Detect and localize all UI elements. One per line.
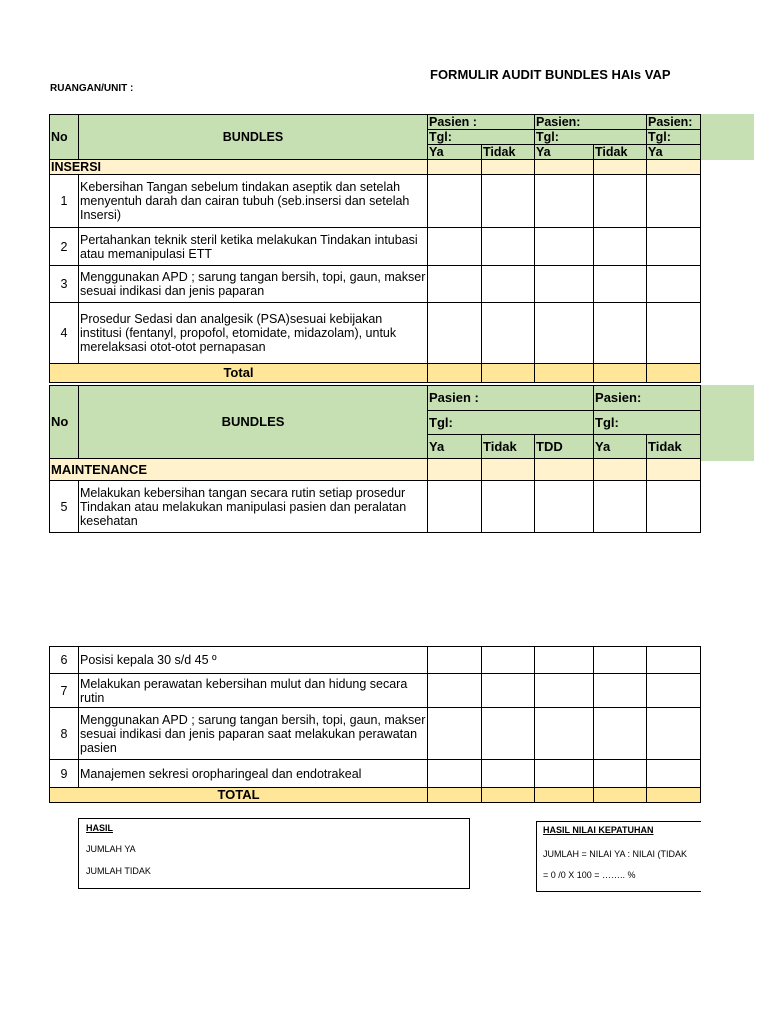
check-cell[interactable] bbox=[482, 647, 535, 674]
row-text: Posisi kepala 30 s/d 45 º bbox=[79, 647, 428, 674]
check-cell[interactable] bbox=[428, 708, 482, 760]
table-row bbox=[50, 481, 701, 533]
subcol-tidak-2: Tidak bbox=[594, 145, 647, 160]
check-cell[interactable] bbox=[482, 674, 535, 708]
check-cell[interactable] bbox=[647, 674, 701, 708]
table-row bbox=[50, 266, 701, 303]
row-no: 8 bbox=[50, 708, 79, 760]
check-cell[interactable] bbox=[594, 760, 647, 788]
check-cell[interactable] bbox=[594, 303, 647, 364]
check-cell[interactable] bbox=[535, 481, 594, 533]
hasil-jumlah-tidak: JUMLAH TIDAK bbox=[86, 866, 151, 876]
check-cell[interactable] bbox=[482, 708, 535, 760]
row-text: Pertahankan teknik steril ketika melakukan Tindakan intubasi atau memanipulasi ETT bbox=[79, 228, 428, 266]
row-no: 2 bbox=[50, 228, 79, 266]
row-text: Manajemen sekresi oropharingeal dan endotrakeal bbox=[79, 760, 428, 788]
table-row bbox=[50, 674, 701, 708]
total-row-label: Total bbox=[50, 364, 428, 383]
row-no: 7 bbox=[50, 674, 79, 708]
kepatuhan-title: HASIL NILAI KEPATUHAN bbox=[543, 825, 654, 835]
header-bundles: BUNDLES bbox=[79, 386, 428, 459]
kepatuhan-box bbox=[536, 821, 701, 892]
row-no: 9 bbox=[50, 760, 79, 788]
check-cell[interactable] bbox=[647, 647, 701, 674]
check-cell[interactable] bbox=[482, 266, 535, 303]
subcol-ya-2: Ya bbox=[594, 435, 647, 459]
row-text: Prosedur Sedasi dan analgesik (PSA)sesuai kebijakan institusi (fentanyl, propofol, etomidate, midazolam), untuk merelaksasi otot-otot pernapasan bbox=[79, 303, 428, 364]
total-row-label: TOTAL bbox=[50, 788, 428, 803]
unit-label: RUANGAN/UNIT : bbox=[50, 83, 134, 94]
subcol-ya-3: Ya bbox=[647, 145, 701, 160]
row-text: Melakukan kebersihan tangan secara rutin setiap prosedur Tindakan atau melakukan manipulasi pasien dan peralatan kesehatan bbox=[79, 481, 428, 533]
row-text: Menggunakan APD ; sarung tangan bersih, topi, gaun, makser sesuai indikasi dan jenis paparan bbox=[79, 266, 428, 303]
subcol-ya-2: Ya bbox=[535, 145, 594, 160]
audit-table-maintenance bbox=[49, 385, 701, 533]
check-cell[interactable] bbox=[428, 266, 482, 303]
header-fill-extension bbox=[701, 114, 754, 160]
check-cell[interactable] bbox=[428, 303, 482, 364]
hasil-jumlah-ya: JUMLAH YA bbox=[86, 844, 136, 854]
date-label-1: Tgl: bbox=[428, 130, 535, 145]
row-text: Kebersihan Tangan sebelum tindakan aseptik dan setelah menyentuh darah dan cairan tubuh (seb.insersi dan setelah Insersi) bbox=[79, 175, 428, 228]
header-bundles: BUNDLES bbox=[79, 115, 428, 160]
row-text: Menggunakan APD ; sarung tangan bersih, topi, gaun, makser sesuai indikasi dan jenis paparan saat melakukan perawatan pasien bbox=[79, 708, 428, 760]
hasil-box bbox=[78, 818, 470, 889]
table-row bbox=[50, 647, 701, 674]
check-cell[interactable] bbox=[647, 760, 701, 788]
patient-label-2: Pasien: bbox=[594, 386, 701, 411]
check-cell[interactable] bbox=[482, 175, 535, 228]
date-label-2: Tgl: bbox=[535, 130, 647, 145]
check-cell[interactable] bbox=[535, 760, 594, 788]
check-cell[interactable] bbox=[428, 481, 482, 533]
check-cell[interactable] bbox=[535, 228, 594, 266]
row-no: 1 bbox=[50, 175, 79, 228]
check-cell[interactable] bbox=[647, 266, 701, 303]
check-cell[interactable] bbox=[482, 228, 535, 266]
check-cell[interactable] bbox=[594, 708, 647, 760]
patient-label-1: Pasien : bbox=[428, 115, 535, 130]
subcol-ya-1: Ya bbox=[428, 145, 482, 160]
header-no: No bbox=[50, 115, 79, 160]
row-no: 4 bbox=[50, 303, 79, 364]
check-cell[interactable] bbox=[594, 228, 647, 266]
subcol-ya-1: Ya bbox=[428, 435, 482, 459]
check-cell[interactable] bbox=[482, 303, 535, 364]
date-label-3: Tgl: bbox=[647, 130, 701, 145]
header-no: No bbox=[50, 386, 79, 459]
audit-table-insersi bbox=[49, 114, 701, 383]
check-cell[interactable] bbox=[535, 175, 594, 228]
subcol-tidak-1: Tidak bbox=[482, 435, 535, 459]
date-label-1: Tgl: bbox=[428, 411, 594, 435]
check-cell[interactable] bbox=[535, 708, 594, 760]
check-cell[interactable] bbox=[428, 228, 482, 266]
form-title: FORMULIR AUDIT BUNDLES HAIs VAP bbox=[430, 67, 671, 82]
table-row bbox=[50, 708, 701, 760]
check-cell[interactable] bbox=[482, 481, 535, 533]
check-cell[interactable] bbox=[594, 674, 647, 708]
subcol-tidak-2: Tidak bbox=[647, 435, 701, 459]
table-row bbox=[50, 303, 701, 364]
check-cell[interactable] bbox=[594, 266, 647, 303]
check-cell[interactable] bbox=[647, 303, 701, 364]
check-cell[interactable] bbox=[594, 175, 647, 228]
patient-label-3: Pasien: bbox=[647, 115, 701, 130]
check-cell[interactable] bbox=[428, 674, 482, 708]
check-cell[interactable] bbox=[594, 647, 647, 674]
check-cell[interactable] bbox=[594, 481, 647, 533]
subcol-tidak-1: Tidak bbox=[482, 145, 535, 160]
date-label-2: Tgl: bbox=[594, 411, 701, 435]
check-cell[interactable] bbox=[428, 175, 482, 228]
check-cell[interactable] bbox=[647, 228, 701, 266]
row-text: Melakukan perawatan kebersihan mulut dan hidung secara rutin bbox=[79, 674, 428, 708]
check-cell[interactable] bbox=[535, 674, 594, 708]
check-cell[interactable] bbox=[647, 175, 701, 228]
subcol-tdd-1: TDD bbox=[535, 435, 594, 459]
header-fill-extension bbox=[701, 385, 754, 461]
check-cell[interactable] bbox=[428, 760, 482, 788]
row-no: 6 bbox=[50, 647, 79, 674]
check-cell[interactable] bbox=[535, 266, 594, 303]
section-insersi: INSERSI bbox=[50, 160, 428, 175]
patient-label-2: Pasien: bbox=[535, 115, 647, 130]
row-no: 5 bbox=[50, 481, 79, 533]
check-cell[interactable] bbox=[482, 760, 535, 788]
kepatuhan-formula: JUMLAH = NILAI YA : NILAI (TIDAK bbox=[543, 849, 687, 859]
section-maintenance: MAINTENANCE bbox=[50, 459, 428, 481]
hasil-title: HASIL bbox=[86, 823, 113, 833]
check-cell[interactable] bbox=[647, 481, 701, 533]
check-cell[interactable] bbox=[535, 647, 594, 674]
patient-label-1: Pasien : bbox=[428, 386, 594, 411]
check-cell[interactable] bbox=[535, 303, 594, 364]
row-no: 3 bbox=[50, 266, 79, 303]
table-row bbox=[50, 228, 701, 266]
kepatuhan-result: = 0 /0 X 100 = …….. % bbox=[543, 870, 636, 880]
table-row bbox=[50, 175, 701, 228]
audit-table-maintenance-continued bbox=[49, 646, 701, 803]
check-cell[interactable] bbox=[647, 708, 701, 760]
check-cell[interactable] bbox=[428, 647, 482, 674]
table-row bbox=[50, 760, 701, 788]
